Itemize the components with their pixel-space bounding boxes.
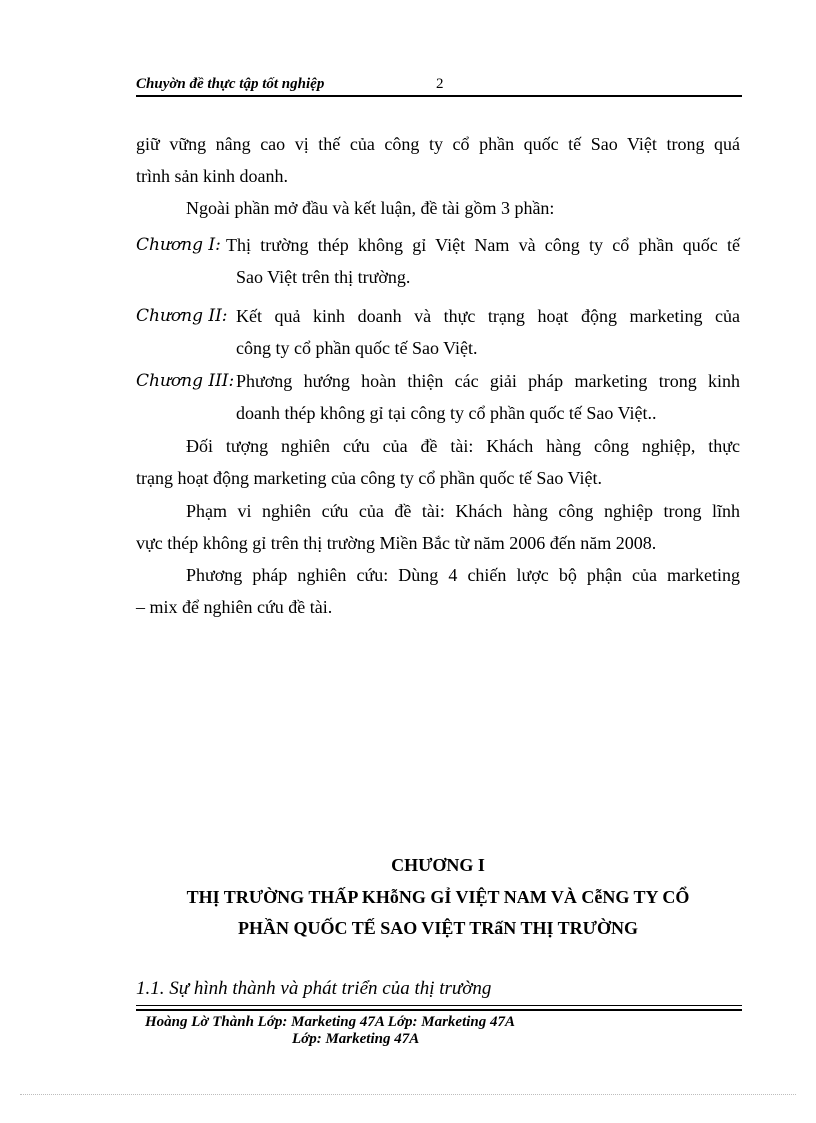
paragraph-line: trình sản kinh doanh.	[136, 166, 288, 186]
page-bottom-border	[20, 1094, 796, 1095]
chapter-label: Chương II:	[136, 306, 228, 326]
chapter-description: công ty cổ phần quốc tế Sao Việt.	[236, 338, 478, 358]
paragraph-line: vực thép không gỉ trên thị trường Miền Bắc từ năm 2006 đến năm 2008.	[136, 533, 657, 553]
paragraph-line: trạng hoạt động marketing của công ty cổ phần quốc tế Sao Việt.	[136, 468, 602, 488]
chapter-label: Chương III:	[136, 371, 235, 391]
chapter-description: Phương hướng hoàn thiện các giải pháp marketing trong kinh	[236, 371, 740, 391]
chapter-label: Chương I:	[136, 235, 221, 255]
header-title: Chuyờn đề thực tập tốt nghiệp	[136, 76, 325, 92]
chapter-description: Kết quả kinh doanh và thực trạng hoạt động marketing của	[236, 306, 740, 326]
footer-divider	[136, 1005, 742, 1006]
page-number: 2	[436, 76, 444, 92]
chapter-heading: THỊ TRƯỜNG THẤP KHỗNG GỈ VIỆT NAM VÀ CễNG TY CỔ	[186, 887, 690, 907]
header-divider	[136, 95, 742, 97]
footer-author: Hoàng Lờ Thành Lớp: Marketing 47A Lớp: Marketing 47A	[145, 1014, 516, 1030]
paragraph-line: Ngoài phần mở đầu và kết luận, đề tài gồm 3 phần:	[186, 198, 555, 218]
chapter-description: Sao Việt trên thị trường.	[236, 267, 411, 287]
paragraph-line: – mix để nghiên cứu đề tài.	[136, 597, 333, 617]
chapter-description: Thị trường thép không gỉ Việt Nam và công ty cổ phần quốc tế	[226, 235, 740, 255]
page-header	[136, 76, 742, 96]
paragraph-line: giữ vững nâng cao vị thế của công ty cổ phần quốc tế Sao Việt trong quá	[136, 134, 740, 154]
section-title: 1.1. Sự hình thành và phát triển của thị trường	[136, 978, 492, 999]
chapter-description: doanh thép không gỉ tại công ty cổ phần quốc tế Sao Việt..	[236, 403, 657, 423]
footer-divider	[136, 1009, 742, 1011]
chapter-heading: CHƯƠNG I	[391, 855, 485, 875]
chapter-heading: PHẦN QUỐC TẾ SAO VIỆT TRấN THỊ TRƯỜNG	[238, 918, 638, 938]
paragraph-line: Phạm vi nghiên cứu của đề tài: Khách hàng công nghiệp trong lĩnh	[186, 501, 740, 521]
footer-class: Lớp: Marketing 47A	[292, 1031, 420, 1047]
paragraph-line: Phương pháp nghiên cứu: Dùng 4 chiến lược bộ phận của marketing	[186, 565, 740, 585]
paragraph-line: Đối tượng nghiên cứu của đề tài: Khách hàng công nghiệp, thực	[186, 436, 740, 456]
